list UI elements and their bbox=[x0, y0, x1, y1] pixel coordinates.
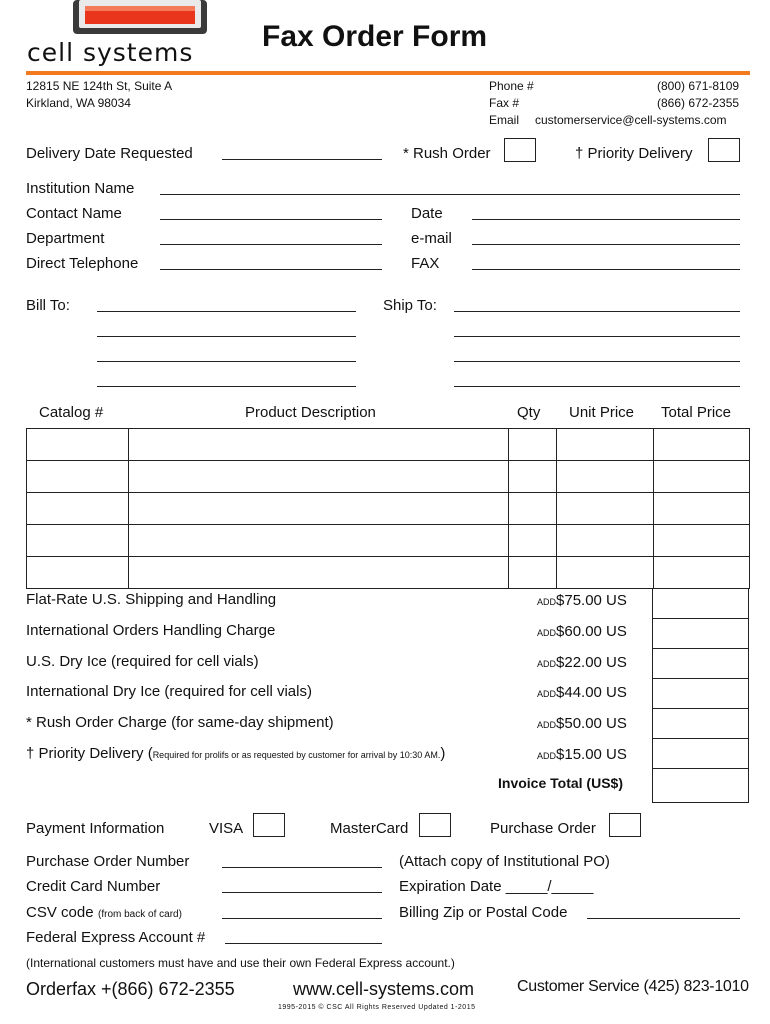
amount-text: $50.00 US bbox=[556, 715, 627, 732]
contact-fax-label: FAX bbox=[411, 255, 440, 272]
description-cell[interactable] bbox=[129, 557, 509, 589]
col-header-description: Product Description bbox=[245, 404, 376, 421]
purchase-order-checkbox[interactable] bbox=[609, 813, 641, 837]
unit-price-cell[interactable] bbox=[557, 557, 654, 589]
amount-text: $22.00 US bbox=[556, 654, 627, 671]
telephone-field[interactable] bbox=[160, 269, 382, 270]
institution-field[interactable] bbox=[160, 194, 740, 195]
qty-cell[interactable] bbox=[509, 429, 557, 461]
col-header-catalog: Catalog # bbox=[39, 404, 104, 421]
col-header-qty: Qty bbox=[517, 404, 541, 421]
description-cell[interactable] bbox=[129, 461, 509, 493]
fedex-account-label: Federal Express Account # bbox=[26, 929, 206, 946]
charge-total-cell[interactable] bbox=[653, 679, 749, 709]
invoice-total-label: Invoice Total (US$) bbox=[498, 775, 623, 791]
description-cell[interactable] bbox=[129, 493, 509, 525]
total-price-cell[interactable] bbox=[654, 525, 750, 557]
qty-cell[interactable] bbox=[509, 557, 557, 589]
table-row bbox=[27, 525, 750, 557]
csv-label-text: CSV code bbox=[26, 904, 94, 921]
csv-note: (from back of card) bbox=[98, 909, 182, 920]
charges-total-column bbox=[652, 588, 749, 803]
customer-service-number: Customer Service (425) 823-1010 bbox=[517, 978, 749, 995]
email-label: Email bbox=[489, 113, 520, 127]
charge-label: U.S. Dry Ice (required for cell vials) bbox=[26, 653, 259, 670]
total-price-cell[interactable] bbox=[654, 557, 750, 589]
csv-label bbox=[26, 904, 182, 922]
charge-label-priority bbox=[26, 745, 445, 763]
description-cell[interactable] bbox=[129, 429, 509, 461]
unit-price-cell[interactable] bbox=[557, 461, 654, 493]
mastercard-checkbox[interactable] bbox=[419, 813, 451, 837]
charge-amount bbox=[537, 654, 627, 672]
charge-amount bbox=[537, 623, 627, 641]
total-price-cell[interactable] bbox=[654, 461, 750, 493]
department-field[interactable] bbox=[160, 244, 382, 245]
col-header-total-price: Total Price bbox=[661, 404, 732, 421]
billing-zip-label: Billing Zip or Postal Code bbox=[399, 904, 568, 921]
catalog-cell[interactable] bbox=[27, 461, 129, 493]
website-link[interactable]: www.cell-systems.com bbox=[293, 979, 475, 999]
charge-total-cell[interactable] bbox=[653, 649, 749, 679]
logo-icon bbox=[70, 0, 210, 38]
purchase-order-option-label: Purchase Order bbox=[490, 820, 596, 837]
visa-checkbox[interactable] bbox=[253, 813, 285, 837]
catalog-cell[interactable] bbox=[27, 557, 129, 589]
po-number-field[interactable] bbox=[222, 867, 382, 868]
ship-to-line[interactable] bbox=[454, 361, 740, 362]
qty-cell[interactable] bbox=[509, 525, 557, 557]
page-title: Fax Order Form bbox=[262, 20, 488, 53]
charge-label-close: ) bbox=[440, 745, 446, 762]
delivery-date-field[interactable] bbox=[222, 159, 382, 160]
expiration-date-field[interactable]: Expiration Date _____/_____ bbox=[399, 878, 594, 895]
invoice-total-cell[interactable] bbox=[653, 769, 749, 803]
bill-to-line[interactable] bbox=[97, 386, 356, 387]
rush-order-checkbox[interactable] bbox=[504, 138, 536, 162]
table-row bbox=[27, 493, 750, 525]
department-label: Department bbox=[26, 230, 105, 247]
amount-text: $15.00 US bbox=[556, 746, 627, 763]
priority-delivery-checkbox[interactable] bbox=[708, 138, 740, 162]
csv-field[interactable] bbox=[222, 918, 382, 919]
ship-to-line[interactable] bbox=[454, 311, 740, 312]
charge-amount bbox=[537, 592, 627, 610]
priority-delivery-label: † Priority Delivery bbox=[575, 145, 693, 162]
ship-to-line[interactable] bbox=[454, 336, 740, 337]
contact-fax-field[interactable] bbox=[472, 269, 740, 270]
contact-email-field[interactable] bbox=[472, 244, 740, 245]
charge-label: † Priority Delivery ( bbox=[26, 745, 153, 762]
fax-value: (866) 672-2355 bbox=[657, 96, 740, 110]
ship-to-line[interactable] bbox=[454, 386, 740, 387]
charge-total-cell[interactable] bbox=[653, 619, 749, 649]
total-price-cell[interactable] bbox=[654, 493, 750, 525]
charge-label: International Orders Handling Charge bbox=[26, 622, 276, 639]
visa-label: VISA bbox=[209, 820, 244, 837]
bill-to-line[interactable] bbox=[97, 336, 356, 337]
bill-to-line[interactable] bbox=[97, 361, 356, 362]
charge-total-cell[interactable] bbox=[653, 709, 749, 739]
charge-amount bbox=[537, 715, 627, 733]
table-row bbox=[27, 557, 750, 589]
bill-to-label: Bill To: bbox=[26, 297, 70, 314]
phone-label: Phone # bbox=[489, 79, 534, 93]
card-number-label: Credit Card Number bbox=[26, 878, 161, 895]
email-value: customerservice@cell-systems.com bbox=[535, 113, 727, 127]
charge-label: * Rush Order Charge (for same-day shipment) bbox=[26, 714, 334, 731]
add-tag: ADD bbox=[537, 689, 557, 699]
qty-cell[interactable] bbox=[509, 461, 557, 493]
charge-amount bbox=[537, 684, 627, 702]
logo-wordmark: cell systems bbox=[27, 38, 194, 67]
payment-info-label: Payment Information bbox=[26, 820, 165, 837]
charge-label: Flat-Rate U.S. Shipping and Handling bbox=[26, 591, 277, 608]
table-row bbox=[27, 429, 750, 461]
description-cell[interactable] bbox=[129, 525, 509, 557]
contact-name-field[interactable] bbox=[160, 219, 382, 220]
institution-label: Institution Name bbox=[26, 180, 135, 197]
address-line-1: 12815 NE 124th St, Suite A bbox=[26, 79, 173, 93]
telephone-label: Direct Telephone bbox=[26, 255, 139, 272]
amount-text: $44.00 US bbox=[556, 684, 627, 701]
unit-price-cell[interactable] bbox=[557, 525, 654, 557]
delivery-date-label: Delivery Date Requested bbox=[26, 145, 193, 162]
mastercard-label: MasterCard bbox=[330, 820, 409, 837]
unit-price-cell[interactable] bbox=[557, 493, 654, 525]
catalog-cell[interactable] bbox=[27, 429, 129, 461]
charge-total-cell[interactable] bbox=[653, 739, 749, 769]
contact-email-label: e-mail bbox=[411, 230, 452, 247]
qty-cell[interactable] bbox=[509, 493, 557, 525]
unit-price-cell[interactable] bbox=[557, 429, 654, 461]
date-label: Date bbox=[411, 205, 443, 222]
phone-value: (800) 671-8109 bbox=[657, 79, 740, 93]
col-header-unit-price: Unit Price bbox=[569, 404, 635, 421]
fax-label: Fax # bbox=[489, 96, 520, 110]
charge-note: Required for prolifs or as requested by customer for arrival by 10:30 AM. bbox=[152, 750, 441, 760]
attach-po-note: (Attach copy of Institutional PO) bbox=[399, 853, 610, 870]
total-price-cell[interactable] bbox=[654, 429, 750, 461]
po-number-label: Purchase Order Number bbox=[26, 853, 190, 870]
header-divider bbox=[26, 71, 750, 75]
address-line-2: Kirkland, WA 98034 bbox=[26, 96, 131, 110]
charge-label: International Dry Ice (required for cell vials) bbox=[26, 683, 312, 700]
catalog-cell[interactable] bbox=[27, 493, 129, 525]
billing-zip-field[interactable] bbox=[587, 918, 740, 919]
add-tag: ADD bbox=[537, 751, 557, 761]
add-tag: ADD bbox=[537, 659, 557, 669]
contact-name-label: Contact Name bbox=[26, 205, 122, 222]
rush-order-label: * Rush Order bbox=[403, 145, 491, 162]
international-note: (International customers must have and use their own Federal Express account.) bbox=[26, 956, 455, 970]
bill-to-line[interactable] bbox=[97, 311, 356, 312]
amount-text: $60.00 US bbox=[556, 623, 627, 640]
orderfax-number: Orderfax +(866) 672-2355 bbox=[26, 979, 235, 999]
ship-to-label: Ship To: bbox=[383, 297, 437, 314]
charge-amount bbox=[537, 746, 627, 764]
order-table bbox=[26, 428, 750, 589]
add-tag: ADD bbox=[537, 597, 557, 607]
amount-text: $75.00 US bbox=[556, 592, 627, 609]
date-field[interactable] bbox=[472, 219, 740, 220]
fedex-account-field[interactable] bbox=[225, 943, 382, 944]
card-number-field[interactable] bbox=[222, 892, 382, 893]
table-row bbox=[27, 461, 750, 493]
add-tag: ADD bbox=[537, 628, 557, 638]
copyright-text: 1995-2015 © CSC All Rights Reserved Updated 1-2015 bbox=[278, 1004, 476, 1011]
add-tag: ADD bbox=[537, 720, 557, 730]
charge-total-cell[interactable] bbox=[653, 589, 749, 619]
catalog-cell[interactable] bbox=[27, 525, 129, 557]
